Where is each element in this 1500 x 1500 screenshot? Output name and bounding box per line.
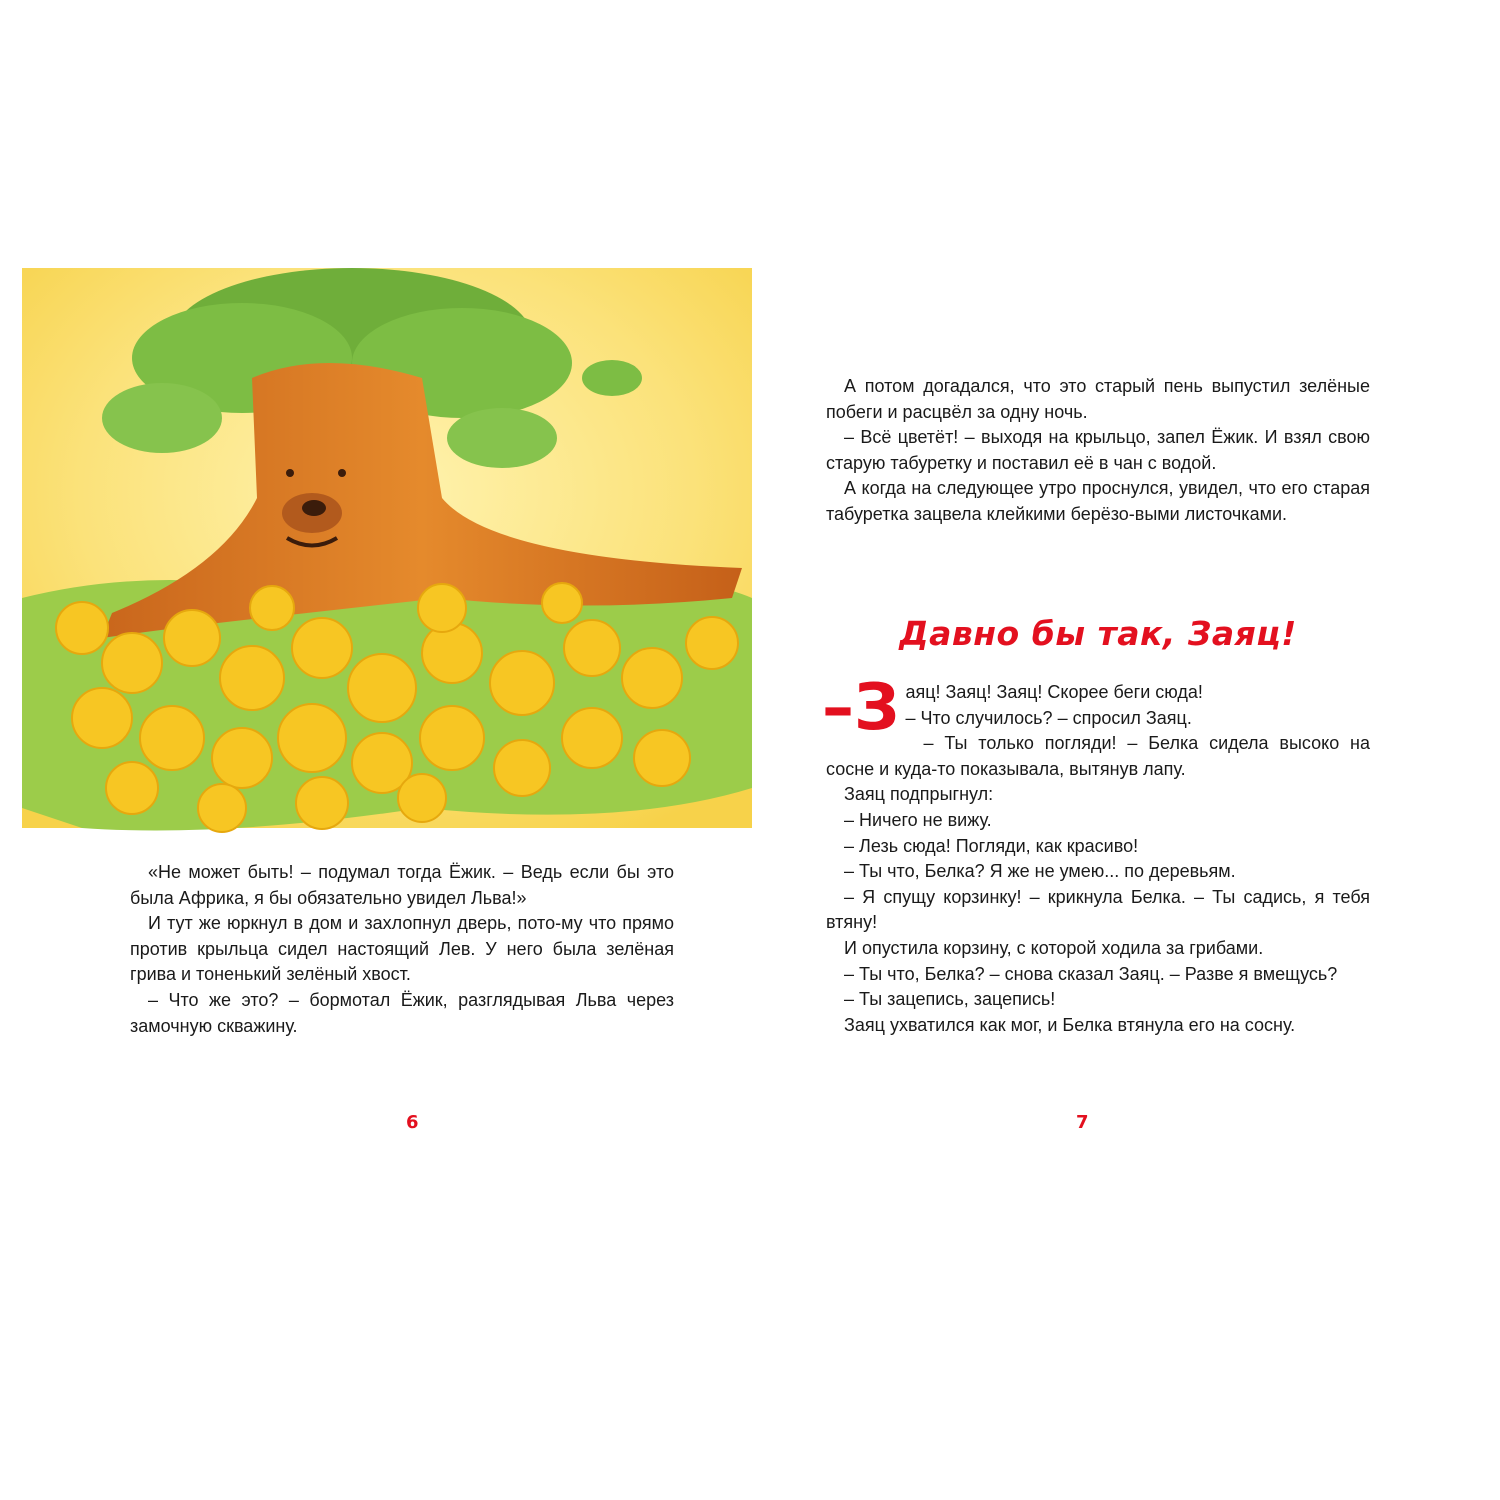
paragraph: – Лезь сюда! Погляди, как красиво!	[844, 835, 1139, 856]
paragraph: – Всё цветёт! – выходя на крыльцо, запел Ёжик. И взял свою старую табуретку и поставил её в чан с водой.	[826, 427, 1370, 473]
story-text	[822, 671, 1370, 1038]
paragraph: – Ты что, Белка? – снова сказал Заяц. – Разве я вмещусь?	[844, 963, 1338, 984]
paragraph: Заяц подпрыгнул:	[844, 784, 994, 805]
paragraph: А когда на следующее утро проснулся, увидел, что его старая табуретка зацвела клейкими берёзо-выми листочками.	[826, 478, 1370, 524]
paragraph: А потом догадался, что это старый пень выпустил зелёные побеги и расцвёл за одну ночь.	[826, 376, 1370, 422]
paragraph: – Что случилось? – спросил Заяц.	[905, 707, 1192, 728]
paragraph: – Ничего не вижу.	[844, 809, 992, 830]
left-page-text	[130, 860, 674, 1039]
paragraph: – Ты зацепись, зацепись!	[844, 989, 1056, 1010]
first-line: аяц! Заяц! Заяц! Скорее беги сюда!	[905, 682, 1203, 702]
paragraph: «Не может быть! – подумал тогда Ёжик. – Ведь если бы это была Африка, я бы обязательно увидел Льва!»	[130, 862, 674, 908]
page-number-right: 7	[1076, 1112, 1089, 1133]
paragraph: – Ты только погляди! – Белка сидела высоко на сосне и куда-то показывала, вытянув лапу.	[826, 733, 1370, 779]
paragraph: – Ты что, Белка? Я же не умею... по деревьям.	[844, 861, 1236, 882]
paragraph: – Что же это? – бормотал Ёжик, разглядывая Льва через замочную скважину.	[130, 989, 674, 1036]
page-number-left: 6	[406, 1112, 419, 1133]
illustration	[22, 268, 752, 840]
paragraph: – Я спущу корзинку! – крикнула Белка. – Ты садись, я тебя втяну!	[826, 886, 1370, 933]
paragraph: И опустила корзину, с которой ходила за грибами.	[844, 937, 1264, 958]
tree-stump-lion-illustration-icon	[22, 268, 752, 840]
story-title: Давно бы так, Заяц!	[899, 614, 1297, 653]
drop-cap: –З	[822, 671, 900, 745]
paragraph: Заяц ухватился как мог, и Белка втянула его на сосну.	[844, 1014, 1296, 1035]
paragraph: И тут же юркнул в дом и захлопнул дверь, пото-му что прямо против крыльца сидел настоящий Лев. У него была зелёная грива и тоненький зелёный хвост.	[130, 913, 674, 985]
right-page-intro-text	[826, 374, 1370, 528]
